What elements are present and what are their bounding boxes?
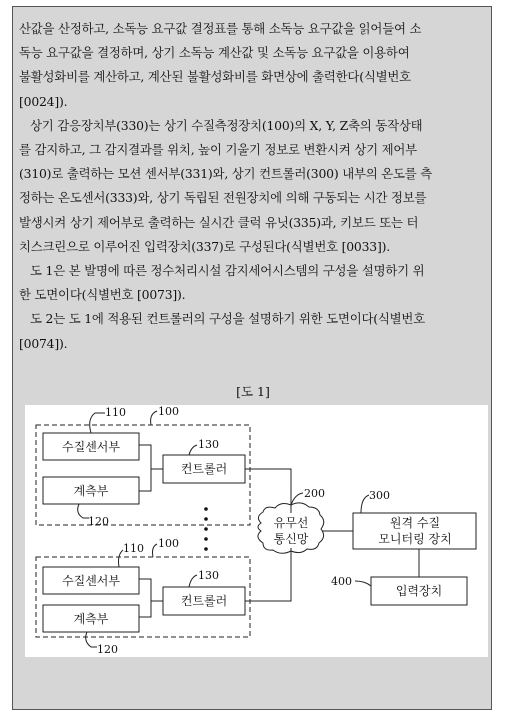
top-sensor-label: 수질센서부 bbox=[62, 440, 120, 454]
ref-200: 200 bbox=[304, 487, 325, 500]
paragraph-figure-1-description bbox=[19, 259, 487, 307]
text-line: 정하는 온도센서(333)와, 상기 독립된 전원장치에 의해 구동되는 시간 정보를 bbox=[19, 190, 427, 206]
figure-caption: [도 1] bbox=[236, 384, 270, 399]
block-diagram bbox=[25, 405, 488, 657]
input-device-label: 입력장치 bbox=[395, 584, 443, 598]
paragraph-figure-2-description bbox=[19, 307, 487, 355]
text-line: 발생시켜 상기 제어부로 출력하는 실시간 클럭 유닛(335)과, 키보드 또는 터 bbox=[19, 214, 419, 230]
text-line: 한 도면이다(식별번호 [0073]). bbox=[19, 287, 186, 303]
text-line: 를 감지하고, 그 감지결과를 위치, 높이 기울기 정보로 변환시켜 상기 제어부 bbox=[19, 142, 417, 158]
text-line: (310)로 출력하는 모션 센서부(331)와, 상기 컨트롤러(300) 내부의 온도를 측 bbox=[19, 166, 433, 182]
leader-400 bbox=[355, 581, 371, 586]
text-line: 불활성화비를 계산하고, 계산된 불활성화비를 화면상에 출력한다(식별번호 bbox=[19, 69, 411, 85]
bottom-controller-label: 컨트롤러 bbox=[180, 594, 228, 608]
top-sensor-link bbox=[139, 445, 163, 469]
leader-130-top bbox=[189, 445, 197, 455]
top-meter-label: 계측부 bbox=[73, 484, 109, 498]
ref-110-bottom: 110 bbox=[123, 542, 144, 555]
text-line: [0024]). bbox=[19, 93, 68, 109]
top-controller-label: 컨트롤러 bbox=[180, 462, 228, 476]
leader-110-top bbox=[90, 413, 105, 433]
text-line: 산값을 산정하고, 소독능 요구값 결정표를 통해 소독능 요구값을 읽어들여 소 bbox=[19, 21, 422, 36]
leader-120-bottom bbox=[86, 632, 97, 647]
leader-100-top bbox=[151, 411, 157, 425]
ref-100-bottom: 100 bbox=[158, 537, 179, 550]
bottom-sensor-label: 수질센서부 bbox=[62, 574, 120, 588]
bottom-meter-label: 계측부 bbox=[73, 612, 109, 626]
figure-1-diagram bbox=[25, 405, 488, 657]
ref-300: 300 bbox=[369, 489, 390, 502]
ref-400: 400 bbox=[331, 575, 352, 588]
text-line: [0074]). bbox=[19, 335, 68, 351]
top-meter-link bbox=[139, 469, 151, 491]
monitor-label-line2: 모니터링 장치 bbox=[378, 532, 452, 546]
network-label-line2: 통신망 bbox=[273, 532, 309, 546]
leader-300 bbox=[361, 495, 369, 513]
bottom-controller-network-link bbox=[245, 548, 291, 601]
ref-130-top: 130 bbox=[198, 438, 219, 451]
top-controller-network-link bbox=[245, 469, 291, 513]
body-text bbox=[19, 17, 487, 356]
monitor-label-line1: 원격 수질 bbox=[389, 516, 441, 530]
ref-110-top: 110 bbox=[105, 406, 126, 419]
bottom-sensor-link bbox=[139, 579, 163, 601]
ref-120-bottom: 120 bbox=[97, 643, 118, 656]
bottom-meter-link bbox=[139, 601, 151, 617]
paragraph-sensor-unit bbox=[19, 114, 487, 259]
text-line: 치스크린으로 이루어진 입력장치(337)로 구성된다(식별번호 [0033]). bbox=[19, 238, 390, 254]
ref-120-top: 120 bbox=[88, 515, 109, 528]
text-line: 독능 요구값을 결정하며, 상기 소독능 계산값 및 소독능 요구값을 이용하여 bbox=[19, 45, 410, 61]
network-label-line1: 유무선 bbox=[273, 516, 309, 530]
ref-130-bottom: 130 bbox=[198, 569, 219, 582]
ref-100-top: 100 bbox=[158, 405, 179, 418]
leader-130-bottom bbox=[189, 575, 197, 587]
text-line: 도 1은 본 발명에 따른 정수처리시설 감지세어시스템의 구성을 설명하기 위 bbox=[30, 263, 425, 279]
text-line: 상기 감응장치부(330)는 상기 수질측정장치(100)의 X, Y, Z축의 동작상태 bbox=[30, 117, 423, 133]
text-line: 도 2는 도 1에 적용된 컨트롤러의 구성을 설명하기 위한 도면이다(식별번호 bbox=[30, 311, 425, 327]
document-page bbox=[12, 6, 492, 710]
leader-100-bottom bbox=[153, 544, 158, 557]
ellipsis-dots bbox=[204, 507, 208, 551]
paragraph-disinfection bbox=[19, 17, 487, 114]
